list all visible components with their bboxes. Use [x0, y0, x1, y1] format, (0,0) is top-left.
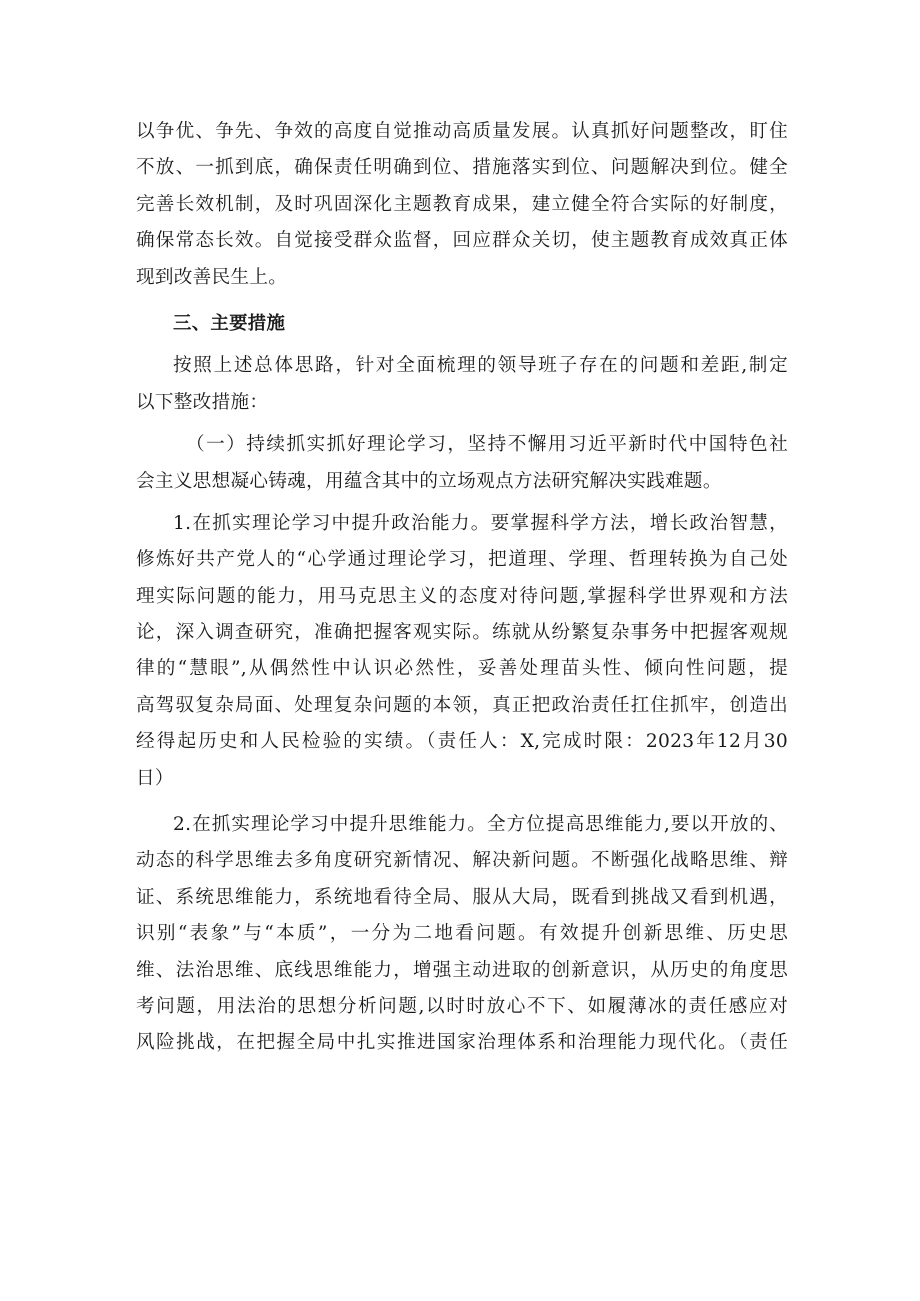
text-line: 以争优、争先、争效的高度自觉推动高质量发展。认真抓好问题整改，盯住 [136, 121, 788, 142]
text-line: 修炼好共产党人的“心学通过理论学习，把道理、学理、哲理转换为自己处 [136, 549, 788, 571]
item-heading-line: 2.在抓实理论学习中提升思维能力。全方位提高思维能力,要以开放的、 [173, 814, 788, 836]
text-line: 论，深入调查研究，准确把握客观实际。练就从纷繁复杂事务中把握客观规 [136, 622, 788, 644]
text-line: 维、法治思维、底线思维能力，增强主动进取的创新意识，从历史的角度思 [136, 959, 788, 981]
item-one [136, 506, 788, 797]
text-line: 以下整改措施： [136, 391, 269, 413]
paragraph-intro [136, 114, 788, 296]
item-heading-line: 1.在抓实理论学习中提升政治能力。要掌握科学方法，增长政治智慧， [173, 512, 788, 534]
text-line: 不放、一抓到底，确保责任明确到位、措施落实到位、问题解决到位。健全 [136, 157, 788, 179]
text-line: 现到改善民生上。 [136, 266, 288, 288]
text-line: 确保常态长效。自觉接受群众监督，回应群众关切，使主题教育成效真正体 [136, 230, 788, 252]
text-line: 完善长效机制，及时巩固深化主题教育成果，建立健全符合实际的好制度， [136, 193, 788, 215]
item-two [136, 807, 788, 1062]
text-line: 按照上述总体思路，针对全面梳理的领导班子存在的问题和差距,制定 [173, 355, 788, 377]
text-line: 经得起历史和人民检验的实绩。（责任人：X,完成时限：2023年12月30 [136, 731, 788, 753]
section-heading-block [136, 306, 788, 342]
text-line: 动态的科学思维去多角度研究新情况、解决新问题。不断强化战略思维、辩 [136, 850, 788, 872]
text-line: 理实际问题的能力，用马克思主义的态度对待问题,掌握科学世界观和方法 [136, 585, 788, 607]
text-line: 律的“慧眼”,从偶然性中认识必然性，妥善处理苗头性、倾向性问题，提 [136, 658, 788, 680]
document-page [136, 114, 788, 1062]
text-line: 风险挑战，在把握全局中扎实推进国家治理体系和治理能力现代化。（责任 [136, 1032, 788, 1054]
text-line: 考问题，用法治的思想分析问题,以时时放心不下、如履薄冰的责任感应对 [136, 995, 788, 1017]
section-heading: 三、主要措施 [173, 312, 286, 334]
text-line: 会主义思想凝心铸魂，用蕴含其中的立场观点方法研究解决实践难题。 [136, 470, 722, 492]
text-line: 日） [136, 767, 174, 789]
subsection-one [136, 427, 788, 500]
subsection-heading-line: （一）持续抓实抓好理论学习，坚持不懈用习近平新时代中国特色社 [186, 434, 788, 456]
text-line: 高驾驭复杂局面、处理复杂问题的本领，真正把政治责任扛住抓牢，创造出 [136, 694, 788, 716]
paragraph-overview [136, 348, 788, 421]
text-line: 识别“表象”与“本质”，一分为二地看问题。有效提升创新思维、历史思 [136, 923, 788, 945]
text-line: 证、系统思维能力，系统地看待全局、服从大局，既看到挑战又看到机遇， [136, 886, 788, 908]
